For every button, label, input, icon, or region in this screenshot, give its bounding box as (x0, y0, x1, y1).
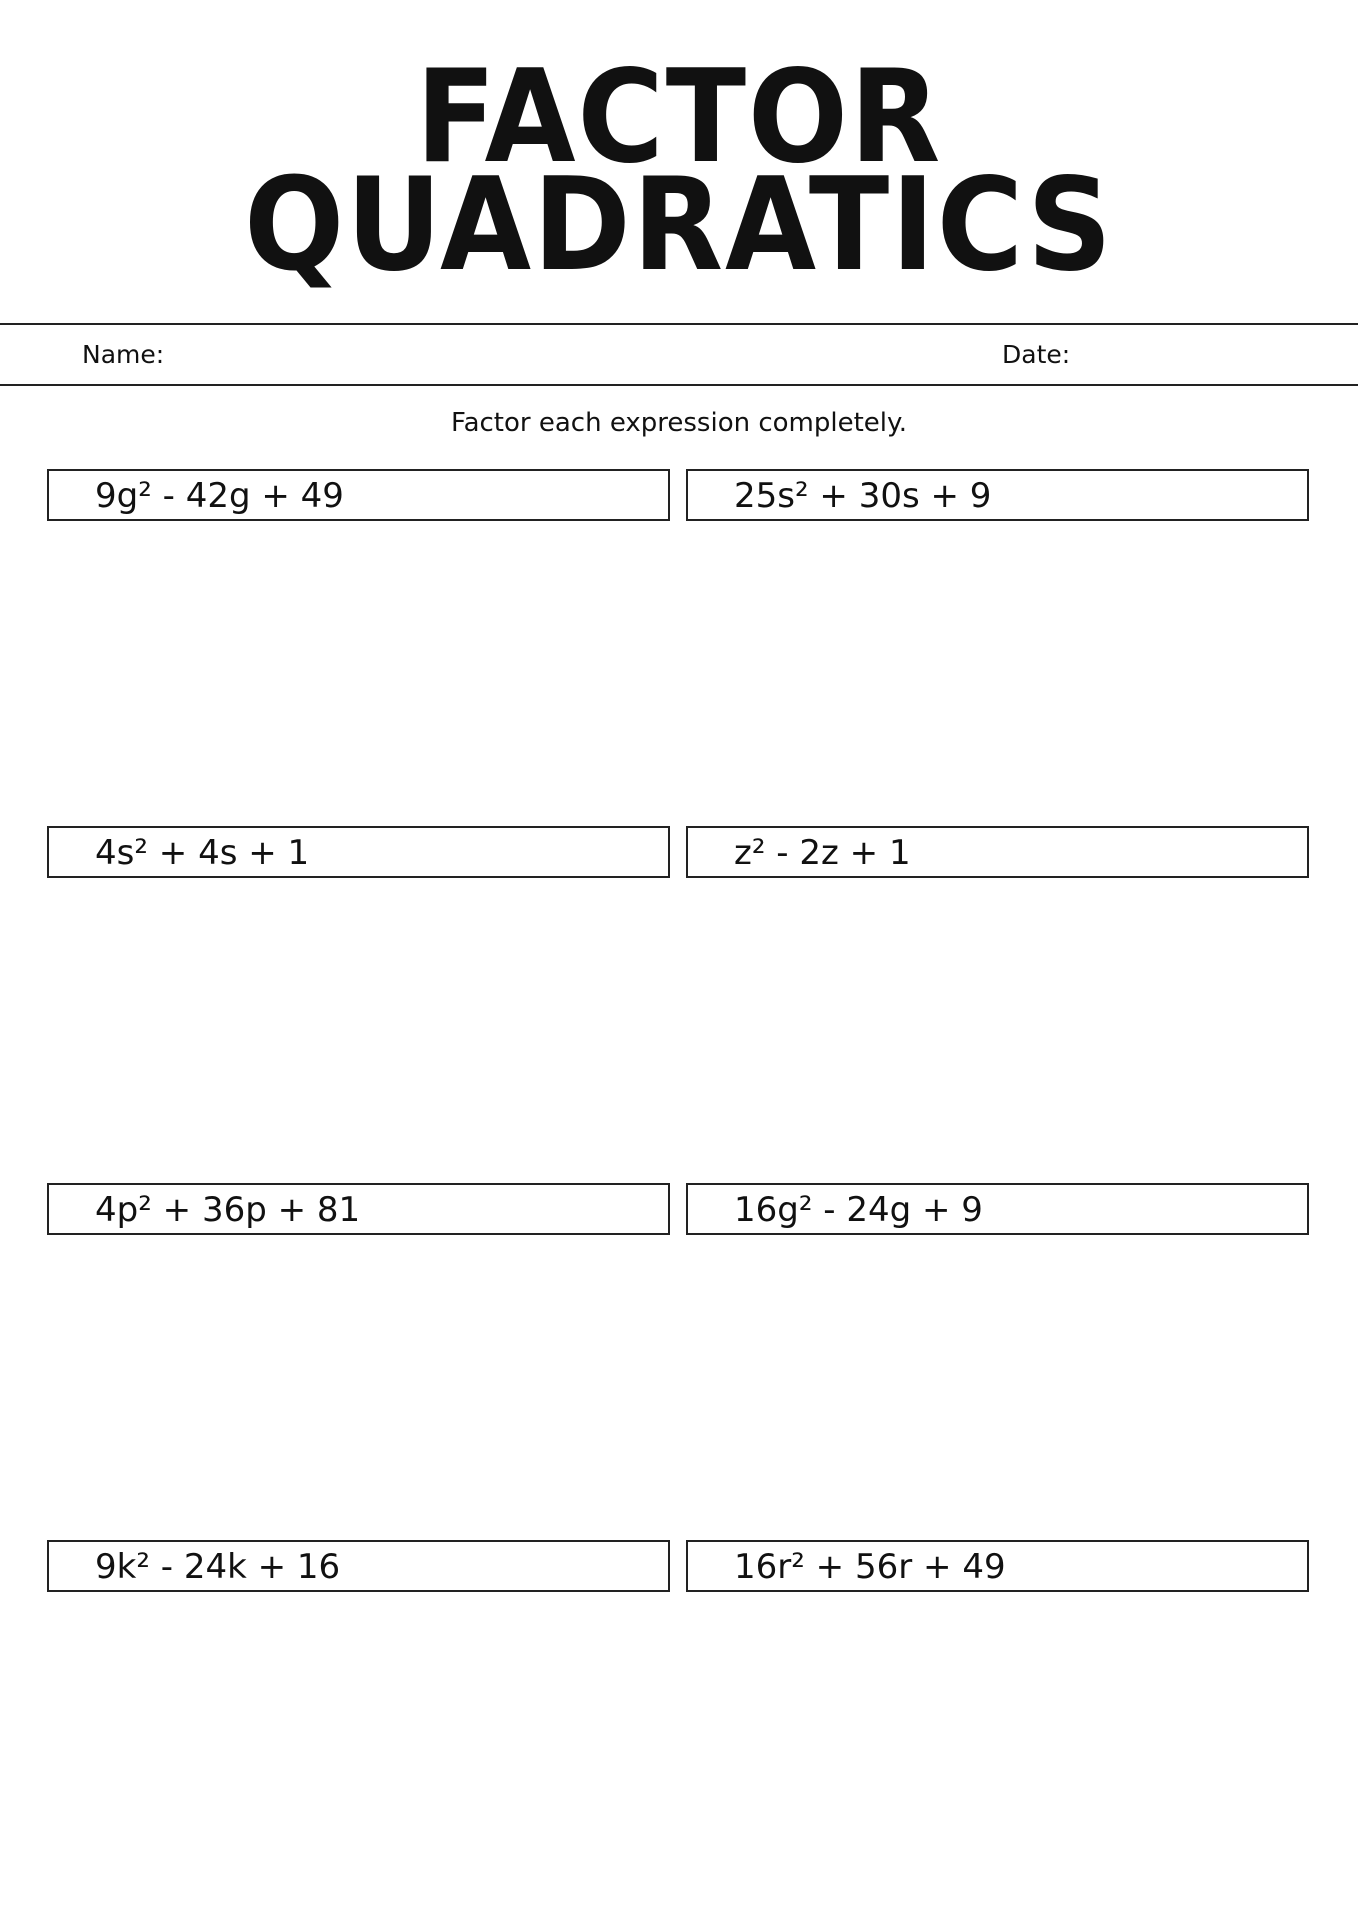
problem-expression: 9k² - 24k + 16 (95, 1547, 341, 1587)
problem-box-4 (686, 826, 1309, 878)
problem-expression: 4s² + 4s + 1 (95, 833, 310, 873)
instructions-text: Factor each expression completely. (451, 408, 907, 438)
header-top-divider (0, 323, 1358, 325)
problem-expression: 16g² - 24g + 9 (734, 1190, 983, 1230)
page-title-line-1: FACTOR (415, 43, 943, 192)
problem-box-1 (47, 469, 670, 521)
header-bottom-divider (0, 384, 1358, 386)
problem-box-8 (686, 1540, 1309, 1592)
problem-expression: z² - 2z + 1 (734, 833, 911, 873)
problem-box-3 (47, 826, 670, 878)
name-label: Name: (82, 340, 165, 369)
problem-box-6 (686, 1183, 1309, 1235)
page-title-line-2: QUADRATICS (244, 151, 1114, 300)
problem-expression: 16r² + 56r + 49 (734, 1547, 1006, 1587)
problem-expression: 9g² - 42g + 49 (95, 476, 344, 516)
problem-box-7 (47, 1540, 670, 1592)
problem-box-5 (47, 1183, 670, 1235)
problem-expression: 4p² + 36p + 81 (95, 1190, 361, 1230)
problem-expression: 25s² + 30s + 9 (734, 476, 992, 516)
date-label: Date: (1002, 340, 1071, 369)
problem-box-2 (686, 469, 1309, 521)
